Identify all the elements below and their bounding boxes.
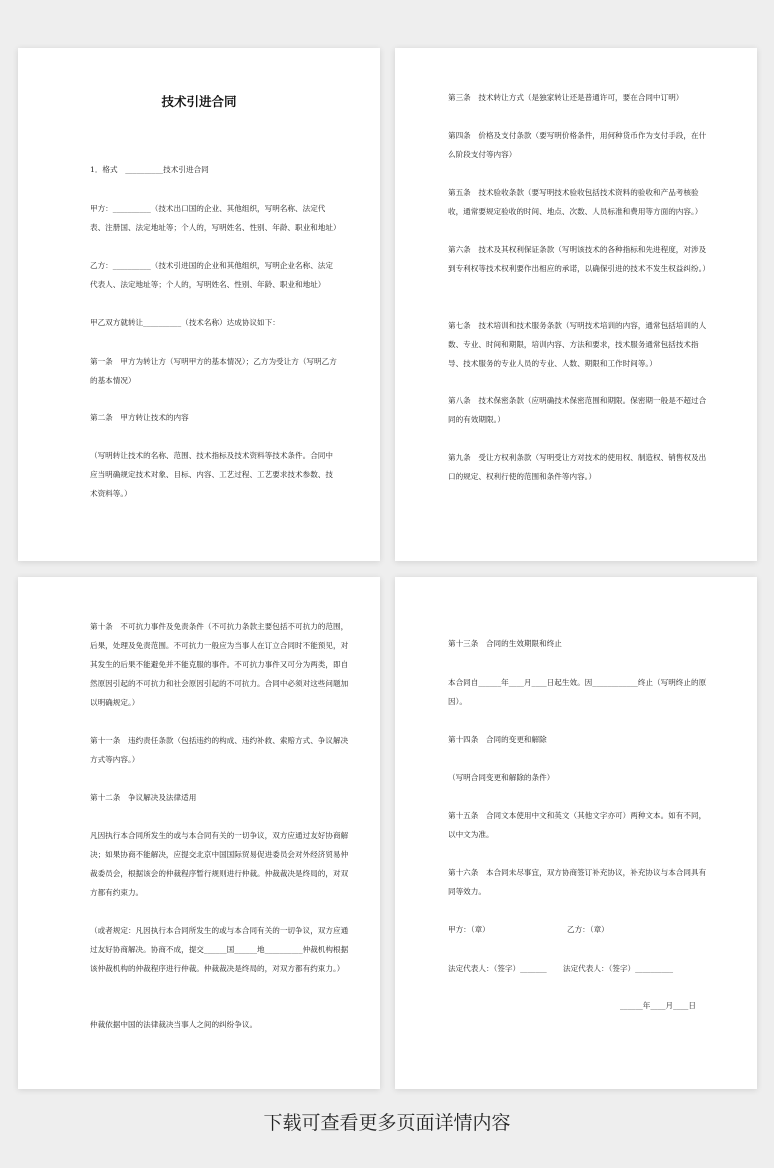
- article-14-heading: 第十四条 合同的变更和解除: [448, 735, 547, 744]
- article-12-governing-law: 仲裁依据中国的法律裁决当事人之间的纠纷争议。: [90, 1020, 258, 1029]
- article-13-body: 本合同自______年____月____日起生效。因____________终止（写明终止的原因）。: [448, 678, 707, 706]
- document-page-4: [395, 577, 757, 1089]
- legal-rep-b: 法定代表人：（签字）__________: [563, 964, 674, 973]
- article-12-body: 凡因执行本合同所发生的或与本合同有关的一切争议，双方应通过友好协商解决；如果协商不能解决，应提交北京中国国际贸易促进委员会对外经济贸易仲裁委员会，根据该会的仲裁程序暂行规则进行仲裁。仲裁裁决是终局的，对双方都有约束力。: [90, 831, 349, 897]
- article-12-alternative: （或者规定：凡因执行本合同所发生的或与本合同有关的一切争议，双方应通过友好协商解决。协商不成，提交______国______地__________仲裁机构根据该仲裁机构的仲裁程序进行仲裁。仲裁裁决是终局的，对双方都有约束力。）: [90, 926, 349, 973]
- article-3: 第三条 技术转让方式（是独家转让还是普通许可，要在合同中订明）: [448, 93, 684, 102]
- document-page-3: [18, 577, 380, 1089]
- article-2-heading: 第二条 甲方转让技术的内容: [90, 413, 189, 422]
- clause-format: 1．格式 __________技术引进合同: [90, 165, 209, 174]
- article-7: 第七条 技术培训和技术服务条款（写明技术培训的内容，通常包括培训的人数、专业、时间和期限，培训内容、方法和要求，技术服务通常包括技术指导、技术服务的专业人员的专业、人数、期限和工作时间等。）: [448, 321, 707, 368]
- article-13-heading: 第十三条 合同的生效期限和终止: [448, 639, 562, 648]
- signing-date: ______年____月____日: [620, 1001, 696, 1010]
- clause-party-a: 甲方：__________（技术出口国的企业、其他组织，写明名称、法定代表、注册国、法定地址等；个人的，写明姓名、性别、年龄、职业和地址）: [90, 204, 341, 232]
- signature-party-b: 乙方：（章）: [567, 925, 609, 934]
- article-8: 第八条 技术保密条款（应明确技术保密范围和期限。保密期一般是不超过合同的有效期限。）: [448, 396, 707, 424]
- article-1: 第一条 甲方为转让方（写明甲方的基本情况）；乙方为受让方（写明乙方的基本情况）: [90, 357, 337, 385]
- signature-party-a: 甲方：（章）: [448, 925, 490, 934]
- article-4: 第四条 价格及支付条款（要写明价格条件，用何种货币作为支付手段，在什么阶段支付等内容）: [448, 131, 707, 159]
- article-10: 第十条 不可抗力事件及免责条件（不可抗力条款主要包括不可抗力的范围，后果，处理及免责范围。不可抗力一般应为当事人在订立合同时不能预见，对其发生的后果不能避免并不能克服的事件。不可抗力事件又可分为两类，即自然原因引起的不可抗力和社会原因引起的不可抗力。合同中必须对这些问题加以明确规定。）: [90, 622, 349, 707]
- article-12-heading: 第十二条 争议解决及法律适用: [90, 793, 197, 802]
- article-2-note: （写明转让技术的名称、范围、技术指标及技术资料等技术条件。合同中应当明确规定技术对象、目标、内容、工艺过程、工艺要求技术参数、技术资料等。）: [90, 451, 333, 498]
- legal-rep-a: 法定代表人：（签字）_______: [448, 964, 547, 973]
- document-page-2: [395, 48, 757, 561]
- article-11: 第十一条 违约责任条款（包括违约的构成、违约补救、索赔方式、争议解决方式等内容。）: [90, 736, 349, 764]
- download-more-caption[interactable]: 下载可查看更多页面详情内容: [263, 1112, 511, 1134]
- clause-agreement: 甲乙双方就转让__________（技术名称）达成协议如下：: [90, 318, 280, 327]
- article-14-note: （写明合同变更和解除的条件）: [448, 773, 555, 782]
- article-15: 第十五条 合同文本使用中文和英文（其他文字亦可）两种文本。如有不同，以中文为准。: [448, 811, 707, 839]
- article-9: 第九条 受让方权利条款（写明受让方对技术的使用权、制造权、销售权及出口的规定、权利行使的范围和条件等内容。）: [448, 453, 707, 481]
- document-title: 技术引进合同: [161, 94, 237, 109]
- article-16: 第十六条 本合同未尽事宜，双方协商签订补充协议，补充协议与本合同具有同等效力。: [448, 868, 707, 896]
- document-page-1: [18, 48, 380, 561]
- article-5: 第五条 技术验收条款（要写明技术验收包括技术资料的验收和产品考核验收，通常要规定验收的时间、地点、次数、人员标准和费用等方面的内容。）: [448, 188, 703, 216]
- article-6: 第六条 技术及其权利保证条款（写明该技术的各种指标和先进程度，对涉及到专利权等技术权利要作出相应的承诺，以确保引进的技术不发生权益纠纷。）: [448, 245, 710, 273]
- clause-party-b: 乙方：__________（技术引进国的企业和其他组织，写明企业名称、法定代表人、法定地址等；个人的，写明姓名、性别、年龄、职业和地址）: [90, 261, 333, 289]
